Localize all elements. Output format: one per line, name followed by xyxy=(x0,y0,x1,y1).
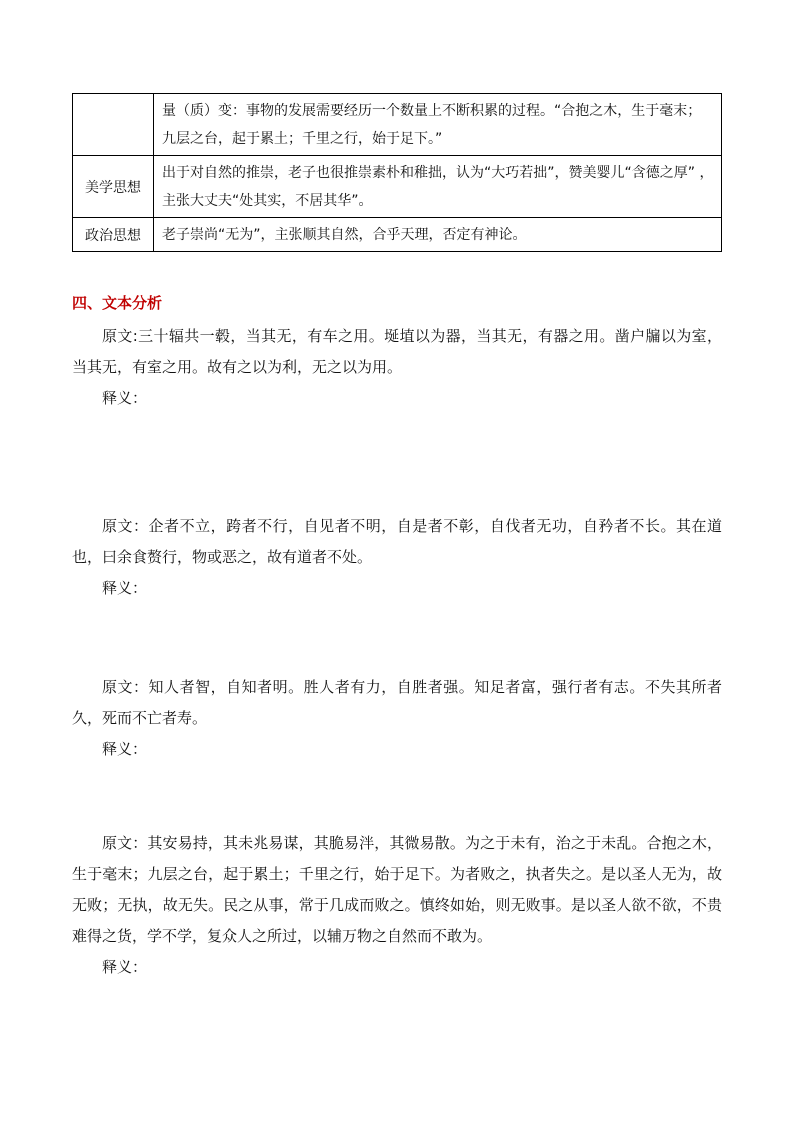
row-label-cell xyxy=(73,94,154,156)
row-label-cell: 美学思想 xyxy=(73,156,154,218)
row-content-cell: 出于对自然的推崇，老子也很推崇素朴和稚拙，认为“大巧若拙”，赞美婴儿“含德之厚” ，主张大丈夫“处其实，不居其华”。 xyxy=(154,156,722,218)
table-row xyxy=(73,94,722,156)
passage-block xyxy=(72,828,722,983)
original-text: 原文：知人者智，自知者明。胜人者有力，自胜者强。知足者富，强行者有志。不失其所者久，死而不亡者寿。 xyxy=(72,678,722,727)
thought-summary-table xyxy=(72,93,722,252)
row-content-cell: 量（质）变：事物的发展需要经历一个数量上不断积累的过程。“合抱之木，生于毫末；九层之台，起于累土；千里之行，始于足下。” xyxy=(154,94,722,156)
passage-block xyxy=(72,511,722,604)
passage-block xyxy=(72,672,722,765)
table-row xyxy=(73,218,722,252)
row-content-cell: 老子崇尚“无为”，主张顺其自然，合乎天理，否定有神论。 xyxy=(154,218,722,252)
passage-block xyxy=(72,321,722,414)
gloss-label: 释义： xyxy=(102,579,148,597)
gloss-label: 释义： xyxy=(102,389,148,407)
gloss-label: 释义： xyxy=(102,958,148,976)
section-heading: 四、文本分析 xyxy=(72,294,163,312)
original-text: 原文：企者不立，跨者不行，自见者不明，自是者不彰，自伐者无功，自矜者不长。其在道也，曰余食赘行，物或恶之，故有道者不处。 xyxy=(72,517,722,566)
original-text: 原文:三十辐共一毂，当其无，有车之用。埏埴以为器，当其无，有器之用。凿户牖以为室，当其无，有室之用。故有之以为利，无之以为用。 xyxy=(72,327,722,376)
table-row xyxy=(73,156,722,218)
row-label-cell: 政治思想 xyxy=(73,218,154,252)
original-text: 原文：其安易持，其未兆易谋，其脆易泮，其微易散。为之于未有，治之于未乱。合抱之木，生于毫末；九层之台，起于累土；千里之行，始于足下。为者败之，执者失之。是以圣人无为，故无败；无执，故无失。民之从事，常于几成而败之。慎终如始，则无败事。是以圣人欲不欲，不贵难得之货，学不学，复众人之所过，以辅万物之自然而不敢为。 xyxy=(72,834,722,945)
gloss-label: 释义： xyxy=(102,740,148,758)
